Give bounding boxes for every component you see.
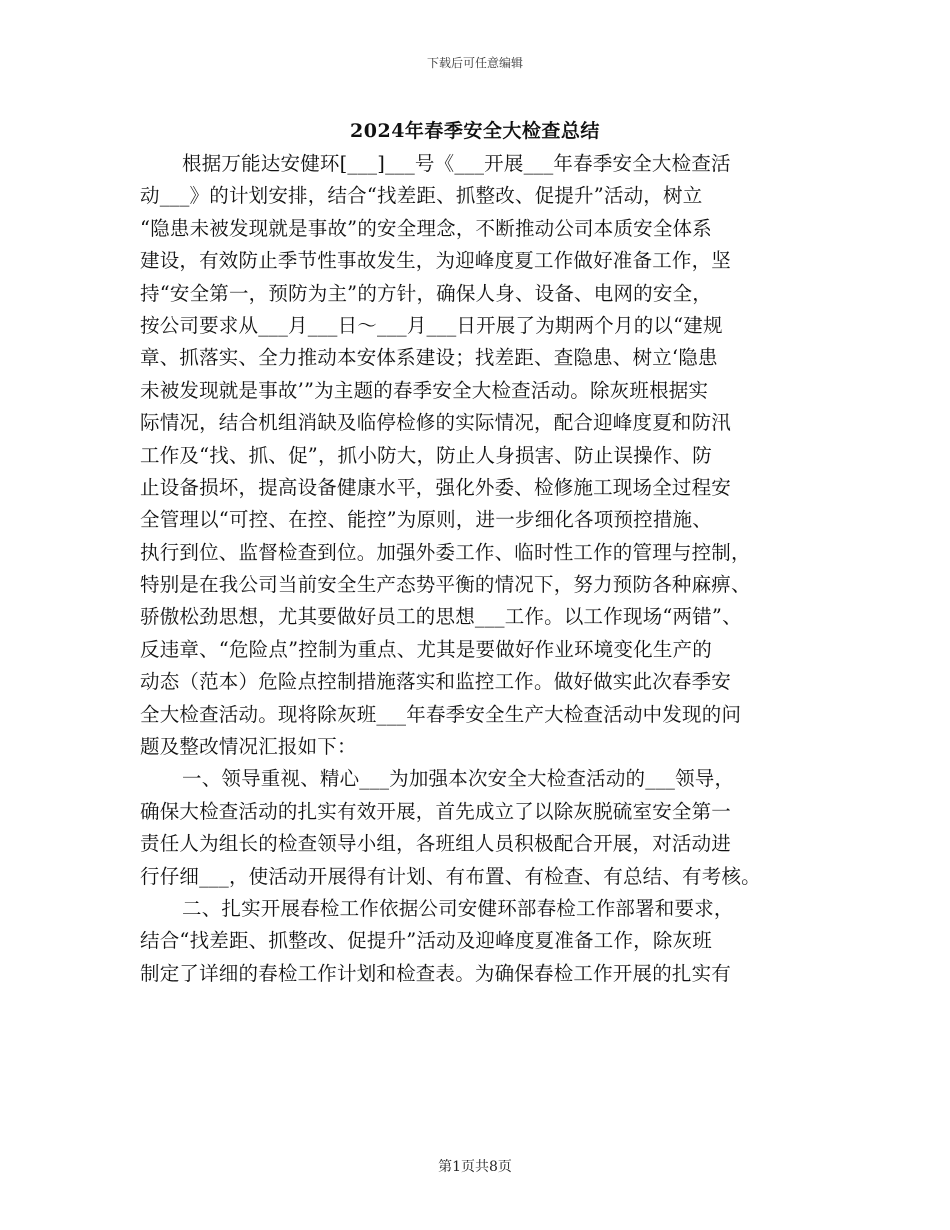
paragraph-line: 骄傲松劲思想，尤其要做好员工的思想___工作。以工作现场“两错”、 [140, 605, 742, 629]
document-body [140, 148, 820, 990]
paragraph-line: 全大检查活动。现将除灰班___年春季安全生产大检查活动中发现的问 [140, 702, 742, 726]
paragraph-line: “隐患未被发现就是事故”的安全理念，不断推动公司本质安全体系 [140, 216, 712, 240]
paragraph-line: 特别是在我公司当前安全生产态势平衡的情况下，努力预防各种麻痹、 [140, 573, 751, 597]
paragraph-line: 全管理以“可控、在控、能控”为原则，进一步细化各项预控措施、 [140, 508, 712, 532]
paragraph-line: 制定了详细的春检工作计划和检查表。为确保春检工作开展的扎实有 [140, 961, 732, 985]
paragraph-line: 章、抓落实、全力推动本安体系建设；找差距、查隐患、树立‘隐患 [140, 346, 718, 370]
paragraph-line: 建设，有效防止季节性事故发生，为迎峰度夏工作做好准备工作，坚 [140, 249, 732, 273]
paragraph-line: 动态（范本）危险点控制措施落实和监控工作。做好做实此次春季安 [140, 670, 732, 694]
document-title: 2024年春季安全大检查总结 [350, 120, 600, 142]
paragraph-line: 一、领导重视、精心___为加强本次安全大检查活动的___领导， [182, 767, 735, 791]
page-number: 第1页共8页 [438, 1159, 512, 1175]
paragraph-line: 反违章、“危险点”控制为重点、尤其是要做好作业环境变化生产的 [140, 637, 712, 661]
paragraph-line: 动___》的计划安排，结合“找差距、抓整改、促提升”活动，树立 [140, 184, 703, 208]
paragraph-line: 未被发现就是事故’”为主题的春季安全大检查活动。除灰班根据实 [140, 378, 709, 402]
paragraph-line: 际情况，结合机组消缺及临停检修的实际情况，配合迎峰度夏和防汛 [140, 411, 732, 435]
paragraph-line: 工作及“找、抓、促”，抓小防大，防止人身损害、防止误操作、防 [140, 443, 712, 467]
paragraph-line: 根据万能达安健环[___]___号《___开展___年春季安全大检查活 [182, 152, 731, 175]
paragraph-line: 责任人为组长的检查领导小组，各班组人员积极配合开展，对活动进 [140, 832, 732, 856]
paragraph-line: 二、扎实开展春检工作依据公司安健环部春检工作部署和要求， [182, 896, 734, 920]
paragraph-line: 持“安全第一，预防为主”的方针，确保人身、设备、电网的安全， [140, 281, 712, 305]
paragraph-line: 题及整改情况汇报如下： [140, 735, 357, 759]
paragraph-line: 确保大检查活动的扎实有效开展，首先成立了以除灰脱硫室安全第一 [140, 799, 732, 823]
page-header: 下载后可任意编辑 [426, 56, 523, 70]
paragraph-line: 止设备损坏，提高设备健康水平，强化外委、检修施工现场全过程安 [140, 475, 732, 499]
paragraph-line: 结合“找差距、抓整改、促提升”活动及迎峰度夏准备工作，除灰班 [140, 929, 712, 953]
paragraph-line: 执行到位、监督检查到位。加强外委工作、临时性工作的管理与控制， [140, 540, 751, 564]
paragraph-line: 行仔细___，使活动开展得有计划、有布置、有检查、有总结、有考核。 [140, 864, 761, 888]
paragraph-line: 按公司要求从___月___日～___月___日开展了为期两个月的以“建规 [140, 313, 723, 337]
